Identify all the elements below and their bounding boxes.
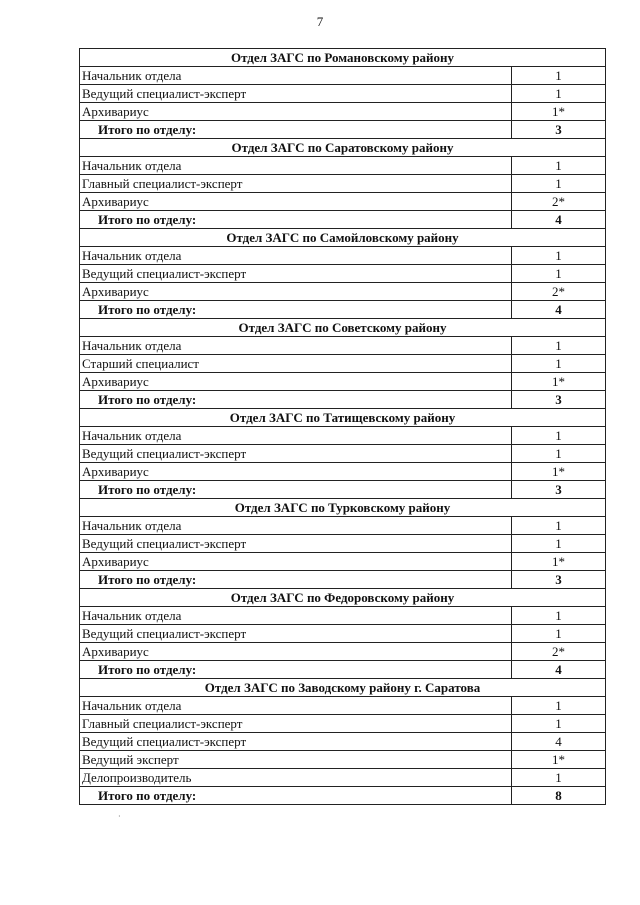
department-total-row [80,211,606,229]
position-count: 1 [512,607,606,625]
position-count: 1 [512,445,606,463]
total-label: Итого по отделу: [80,787,512,805]
table-row [80,463,606,481]
total-label: Итого по отделу: [80,661,512,679]
position-count: 1 [512,265,606,283]
position-name: Начальник отдела [80,697,512,715]
total-label: Итого по отделу: [80,211,512,229]
position-name: Начальник отдела [80,67,512,85]
table-row [80,517,606,535]
table-row [80,373,606,391]
staff-table-body [80,49,606,805]
position-count: 1 [512,67,606,85]
table-row [80,769,606,787]
position-name: Начальник отдела [80,517,512,535]
table-row [80,445,606,463]
position-name: Ведущий эксперт [80,751,512,769]
table-row [80,265,606,283]
position-name: Архивариус [80,463,512,481]
department-header-row [80,679,606,697]
position-count: 1 [512,337,606,355]
table-row [80,103,606,121]
table-row [80,535,606,553]
total-label: Итого по отделу: [80,121,512,139]
table-row [80,157,606,175]
position-name: Начальник отдела [80,157,512,175]
position-name: Ведущий специалист-эксперт [80,85,512,103]
table-row [80,553,606,571]
position-name: Главный специалист-эксперт [80,175,512,193]
position-count: 1 [512,85,606,103]
table-row [80,67,606,85]
department-title: Отдел ЗАГС по Татищевскому району [80,409,606,427]
table-row [80,355,606,373]
position-count: 4 [512,733,606,751]
page-number: 7 [316,14,324,29]
position-name: Начальник отдела [80,337,512,355]
department-total-row [80,301,606,319]
position-count: 1* [512,373,606,391]
total-label: Итого по отделу: [80,571,512,589]
department-total-row [80,391,606,409]
position-count: 1 [512,157,606,175]
table-row [80,607,606,625]
position-count: 1 [512,175,606,193]
position-name: Начальник отдела [80,607,512,625]
table-row [80,715,606,733]
position-name: Архивариус [80,283,512,301]
position-count: 1 [512,247,606,265]
position-name: Старший специалист [80,355,512,373]
position-name: Главный специалист-эксперт [80,715,512,733]
department-header-row [80,409,606,427]
table-row [80,643,606,661]
table-row [80,427,606,445]
total-value: 3 [512,391,606,409]
position-count: 1 [512,769,606,787]
department-header-row [80,499,606,517]
position-name: Архивариус [80,643,512,661]
position-count: 1 [512,715,606,733]
position-name: Ведущий специалист-эксперт [80,265,512,283]
position-name: Начальник отдела [80,247,512,265]
table-row [80,247,606,265]
department-total-row [80,787,606,805]
department-header-row [80,589,606,607]
table-row [80,733,606,751]
position-count: 1* [512,751,606,769]
table-row [80,193,606,211]
position-count: 1 [512,517,606,535]
total-value: 3 [512,571,606,589]
department-title: Отдел ЗАГС по Саратовскому району [80,139,606,157]
total-value: 4 [512,211,606,229]
table-row [80,85,606,103]
position-count: 2* [512,643,606,661]
department-title: Отдел ЗАГС по Романовскому району [80,49,606,67]
position-name: Ведущий специалист-эксперт [80,625,512,643]
department-total-row [80,121,606,139]
staff-table [79,48,606,805]
total-value: 3 [512,121,606,139]
department-header-row [80,319,606,337]
position-count: 1 [512,355,606,373]
table-row [80,337,606,355]
position-name: Ведущий специалист-эксперт [80,535,512,553]
department-total-row [80,481,606,499]
position-count: 1* [512,103,606,121]
table-row [80,175,606,193]
department-title: Отдел ЗАГС по Турковскому району [80,499,606,517]
department-header-row [80,229,606,247]
position-name: Архивариус [80,103,512,121]
department-header-row [80,139,606,157]
department-title: Отдел ЗАГС по Советскому району [80,319,606,337]
position-count: 2* [512,193,606,211]
total-value: 4 [512,661,606,679]
position-count: 2* [512,283,606,301]
total-value: 8 [512,787,606,805]
table-row [80,283,606,301]
total-value: 3 [512,481,606,499]
position-count: 1 [512,535,606,553]
position-count: 1 [512,427,606,445]
position-count: 1 [512,625,606,643]
total-label: Итого по отделу: [80,301,512,319]
department-total-row [80,571,606,589]
position-name: Начальник отдела [80,427,512,445]
position-name: Архивариус [80,373,512,391]
total-label: Итого по отделу: [80,391,512,409]
total-label: Итого по отделу: [80,481,512,499]
table-row [80,625,606,643]
department-total-row [80,661,606,679]
position-name: Ведущий специалист-эксперт [80,445,512,463]
department-title: Отдел ЗАГС по Самойловскому району [80,229,606,247]
department-title: Отдел ЗАГС по Заводскому району г. Саратова [80,679,606,697]
department-title: Отдел ЗАГС по Федоровскому району [80,589,606,607]
position-count: 1* [512,553,606,571]
position-name: Ведущий специалист-эксперт [80,733,512,751]
scan-mark: · [118,812,121,821]
total-value: 4 [512,301,606,319]
position-name: Делопроизводитель [80,769,512,787]
position-count: 1* [512,463,606,481]
table-row [80,751,606,769]
position-name: Архивариус [80,193,512,211]
position-name: Архивариус [80,553,512,571]
position-count: 1 [512,697,606,715]
table-row [80,697,606,715]
department-header-row [80,49,606,67]
